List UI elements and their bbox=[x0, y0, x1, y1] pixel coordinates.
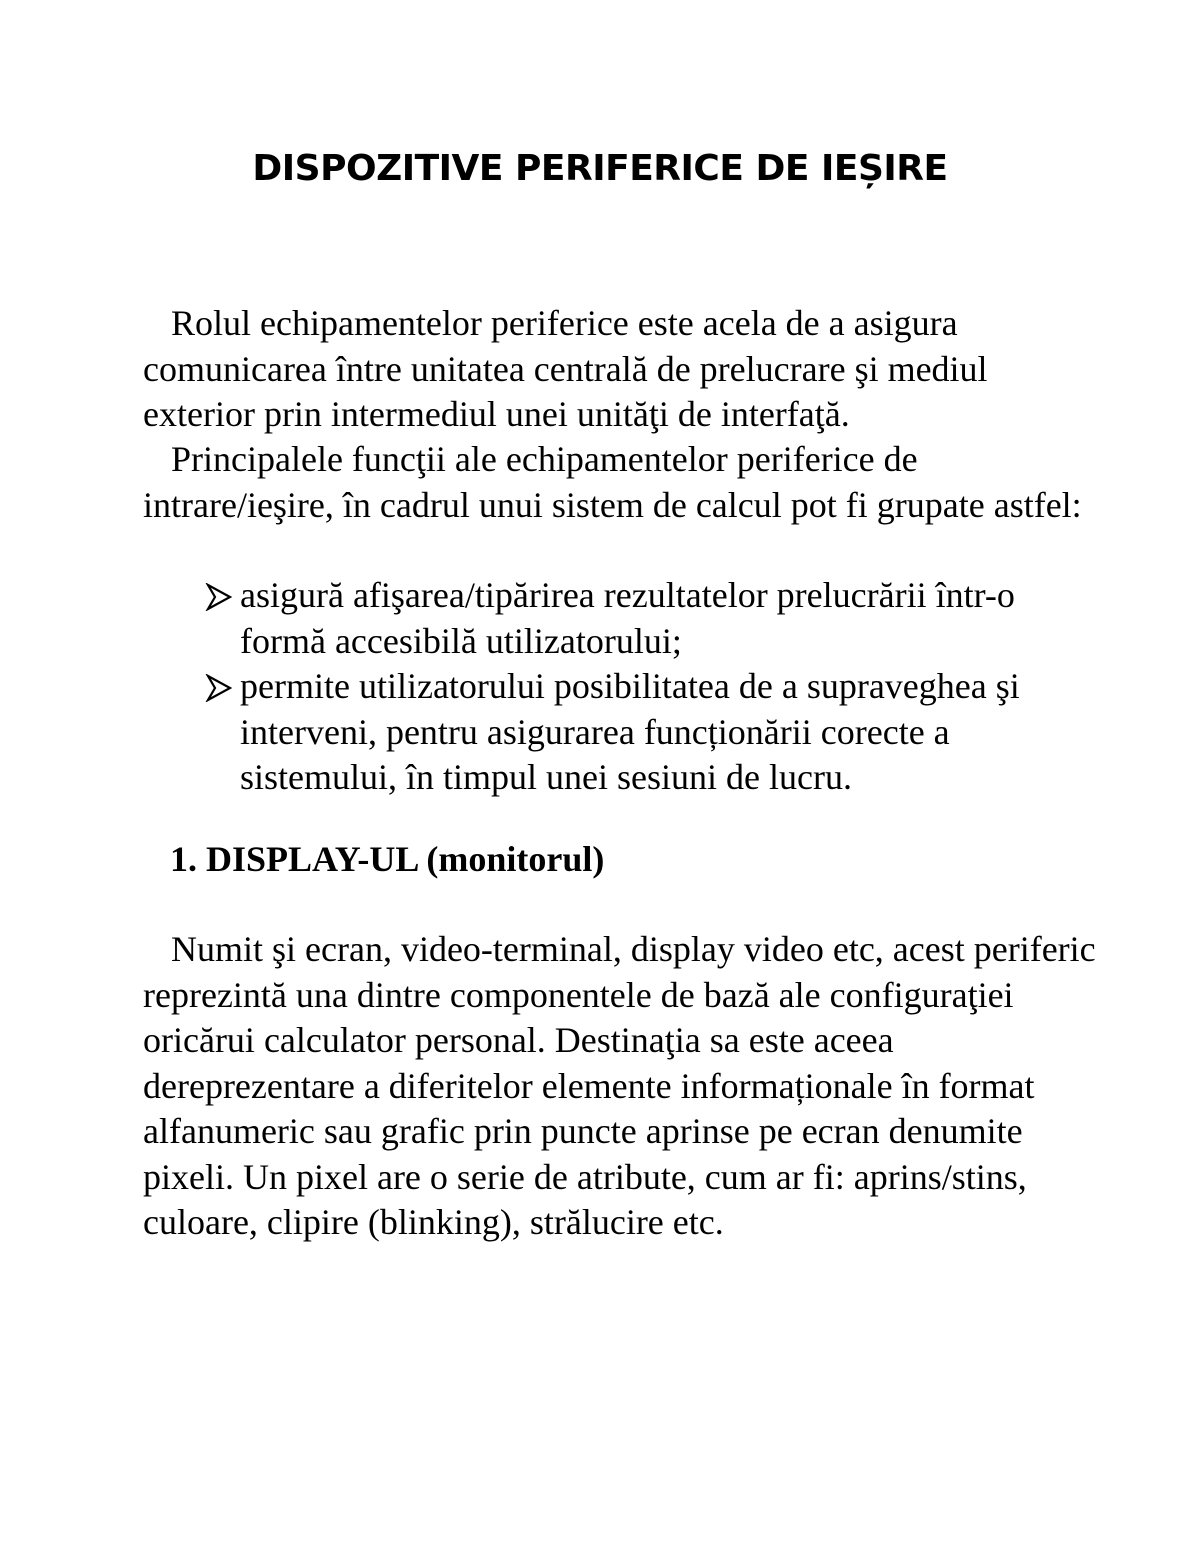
page-title: DISPOZITIVE PERIFERICE DE IEȘIRE bbox=[252, 148, 948, 189]
list-item bbox=[205, 664, 1105, 801]
intro-paragraph-text: Rolul echipamentelor periferice este acela de a asigura comunicarea între unitatea centrală de prelucrare şi mediul exterior prin intermediul unei unităţi de interfaţă. bbox=[143, 303, 988, 434]
functions-paragraph bbox=[143, 437, 1103, 528]
list-item bbox=[205, 573, 1105, 664]
functions-list bbox=[205, 573, 1105, 801]
display-paragraph-text: Numit şi ecran, video-terminal, display video etc, acest periferic reprezintă una dintre componentele de bază ale configuraţiei oricărui calculator personal. Destinaţia sa este aceea dereprezentare a diferitelor elemente informaționale în format alfanumeric sau grafic prin puncte aprinse pe ecran denumite pixeli. Un pixel are o serie de atribute, cum ar fi: aprins/stins, culoare, clipire (blinking), strălucire etc. bbox=[143, 929, 1096, 1242]
display-paragraph bbox=[143, 927, 1103, 1246]
section-heading: 1. DISPLAY-UL (monitorul) bbox=[170, 839, 605, 879]
arrow-bullet-icon bbox=[205, 674, 233, 702]
intro-paragraph bbox=[143, 301, 1103, 438]
functions-paragraph-text: Principalele funcţii ale echipamentelor periferice de intrare/ieşire, în cadrul unui sistem de calcul pot fi grupate astfel: bbox=[143, 439, 1082, 525]
list-item-text: asigură afişarea/tipărirea rezultatelor prelucrării într-o formă accesibilă utilizatorului; bbox=[240, 575, 1015, 661]
list-item-text: permite utilizatorului posibilitatea de a supraveghea şi interveni, pentru asigurarea funcționării corecte a sistemului, în timpul unei sesiuni de lucru. bbox=[240, 666, 1020, 797]
arrow-bullet-icon bbox=[205, 583, 233, 611]
